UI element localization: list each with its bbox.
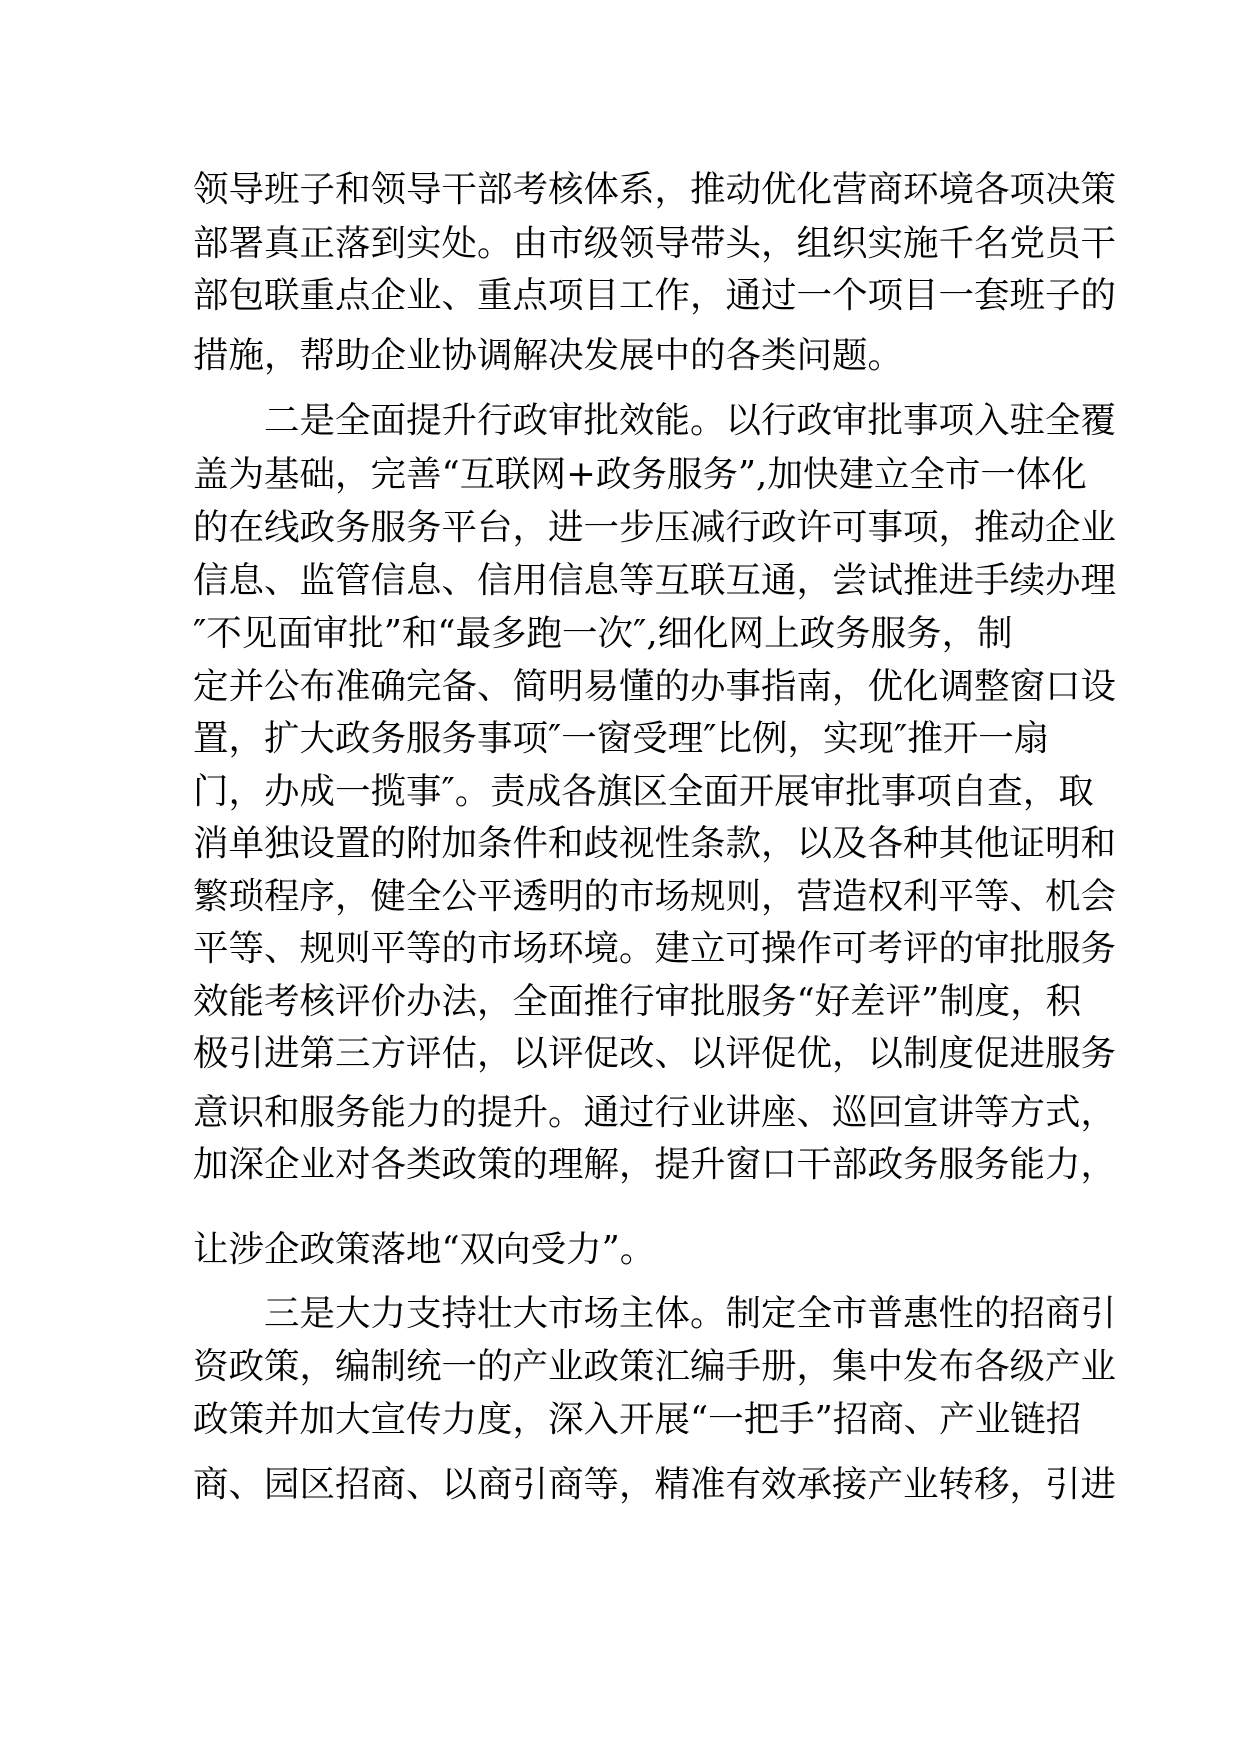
text-line: 盖为基础，完善“互联网+政务服务”,加快建立全市一体化 — [193, 454, 1087, 495]
text-line: 二是全面提升行政审批效能。以行政审批事项入驻全覆 — [193, 400, 1117, 441]
text-line: 领导班子和领导干部考核体系，推动优化营商环境各项决策 — [193, 169, 1117, 210]
text-line: 措施，帮助企业协调解决发展中的各类问题。 — [193, 335, 904, 376]
text-line: 门，办成一揽事″。责成各旗区全面开展审批事项自查，取 — [193, 771, 1094, 812]
text-line: 意识和服务能力的提升。通过行业讲座、巡回宣讲等方式， — [193, 1092, 1117, 1133]
text-line: 政策并加大宣传力度，深入开展“一把手”招商、产业链招 — [193, 1399, 1082, 1440]
text-line: 部署真正落到实处。由市级领导带头，组织实施千名党员干 — [193, 223, 1117, 264]
text-line: 繁琐程序，健全公平透明的市场规则，营造权利平等、机会 — [193, 876, 1117, 917]
text-line: 让涉企政策落地“双向受力”。 — [193, 1229, 656, 1270]
text-line: 置，扩大政务服务事项″一窗受理″比例，实现″推开一扇 — [193, 718, 1050, 759]
text-line: 效能考核评价办法，全面推行审批服务“好差评”制度，积 — [193, 981, 1082, 1022]
text-line: 平等、规则平等的市场环境。建立可操作可考评的审批服务 — [193, 928, 1117, 969]
text-line: 的在线政务服务平台，进一步压减行政许可事项，推动企业 — [193, 507, 1117, 548]
text-line: 商、园区招商、以商引商等，精准有效承接产业转移，引进 — [193, 1464, 1117, 1505]
text-line: 信息、监管信息、信用信息等互联互通，尝试推进手续办理 — [193, 560, 1117, 601]
text-line: ″不见面审批”和“最多跑一次″,细化网上政务服务，制 — [193, 613, 1013, 654]
text-line: 加深企业对各类政策的理解，提升窗口干部政务服务能力， — [193, 1144, 1117, 1185]
text-line: 部包联重点企业、重点项目工作，通过一个项目一套班子的 — [193, 275, 1117, 316]
text-line: 消单独设置的附加条件和歧视性条款，以及各种其他证明和 — [193, 823, 1117, 864]
text-line: 三是大力支持壮大市场主体。制定全市普惠性的招商引 — [193, 1293, 1117, 1334]
text-line: 定并公布准确完备、简明易懂的办事指南，优化调整窗口设 — [193, 666, 1117, 707]
text-line: 极引进第三方评估，以评促改、以评促优，以制度促进服务 — [193, 1033, 1117, 1074]
text-line: 资政策，编制统一的产业政策汇编手册，集中发布各级产业 — [193, 1346, 1117, 1387]
